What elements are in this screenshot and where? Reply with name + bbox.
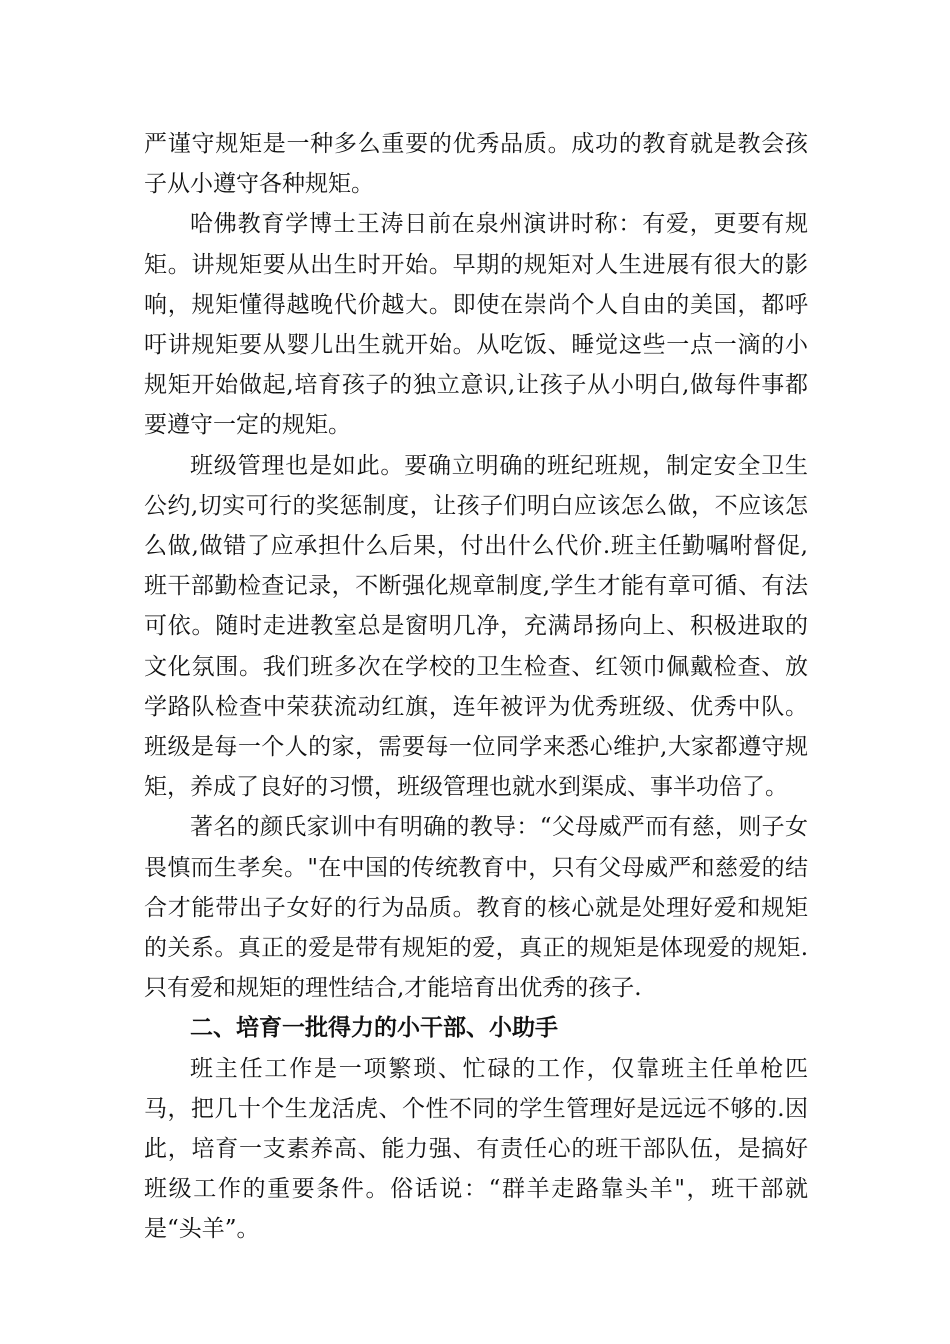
paragraph-continuation: 严谨守规矩是一种多么重要的优秀品质。成功的教育就是教会孩子从小遵守各种规矩。 <box>144 131 808 198</box>
section-heading: 二、培育一批得力的小干部、小助手 <box>190 1014 558 1042</box>
paragraph-class-cadres: 班主任工作是一项繁琐、忙碌的工作，仅靠班主任单枪匹马，把几十个生龙活虎、个性不同的学生管理好是远远不够的.因此，培育一支素养高、能力强、有责任心的班干部队伍，是搞好班级工作的重要条件。俗话说：“群羊走路靠头羊"，班干部就是“头羊”。 <box>144 1055 808 1243</box>
paragraph-yan-family-instructions: 著名的颜氏家训中有明确的教导：“父母威严而有慈，则子女畏慎而生孝矣。"在中国的传统教育中，只有父母威严和慈爱的结合才能带出子女好的行为品质。教育的核心就是处理好爱和规矩的关系。真正的爱是带有规矩的爱，真正的规矩是体现爱的规矩.只有爱和规矩的理性结合,才能培育出优秀的孩子. <box>144 814 808 1002</box>
document-body <box>144 124 808 1250</box>
paragraph-class-management: 班级管理也是如此。要确立明确的班纪班规，制定安全卫生公约,切实可行的奖惩制度，让孩子们明白应该怎么做，不应该怎么做,做错了应承担什么后果，付出什么代价.班主任勤嘱咐督促,班干部勤检查记录，不断强化规章制度,学生才能有章可循、有法可依。随时走进教室总是窗明几净，充满昂扬向上、积极进取的文化氛围。我们班多次在学校的卫生检查、红领巾佩戴检查、放学路队检查中荣获流动红旗，连年被评为优秀班级、优秀中队。班级是每一个人的家，需要每一位同学来悉心维护,大家都遵守规矩，养成了良好的习惯，班级管理也就水到渠成、事半功倍了。 <box>144 452 808 801</box>
paragraph-harvard-quote: 哈佛教育学博士王涛日前在泉州演讲时称：有爱，更要有规矩。讲规矩要从出生时开始。早期的规矩对人生进展有很大的影响，规矩懂得越晚代价越大。即使在崇尚个人自由的美国，都呼吁讲规矩要从婴儿出生就开始。从吃饭、睡觉这些一点一滴的小规矩开始做起,培育孩子的独立意识,让孩子从小明白,做每件事都要遵守一定的规矩。 <box>144 211 808 439</box>
